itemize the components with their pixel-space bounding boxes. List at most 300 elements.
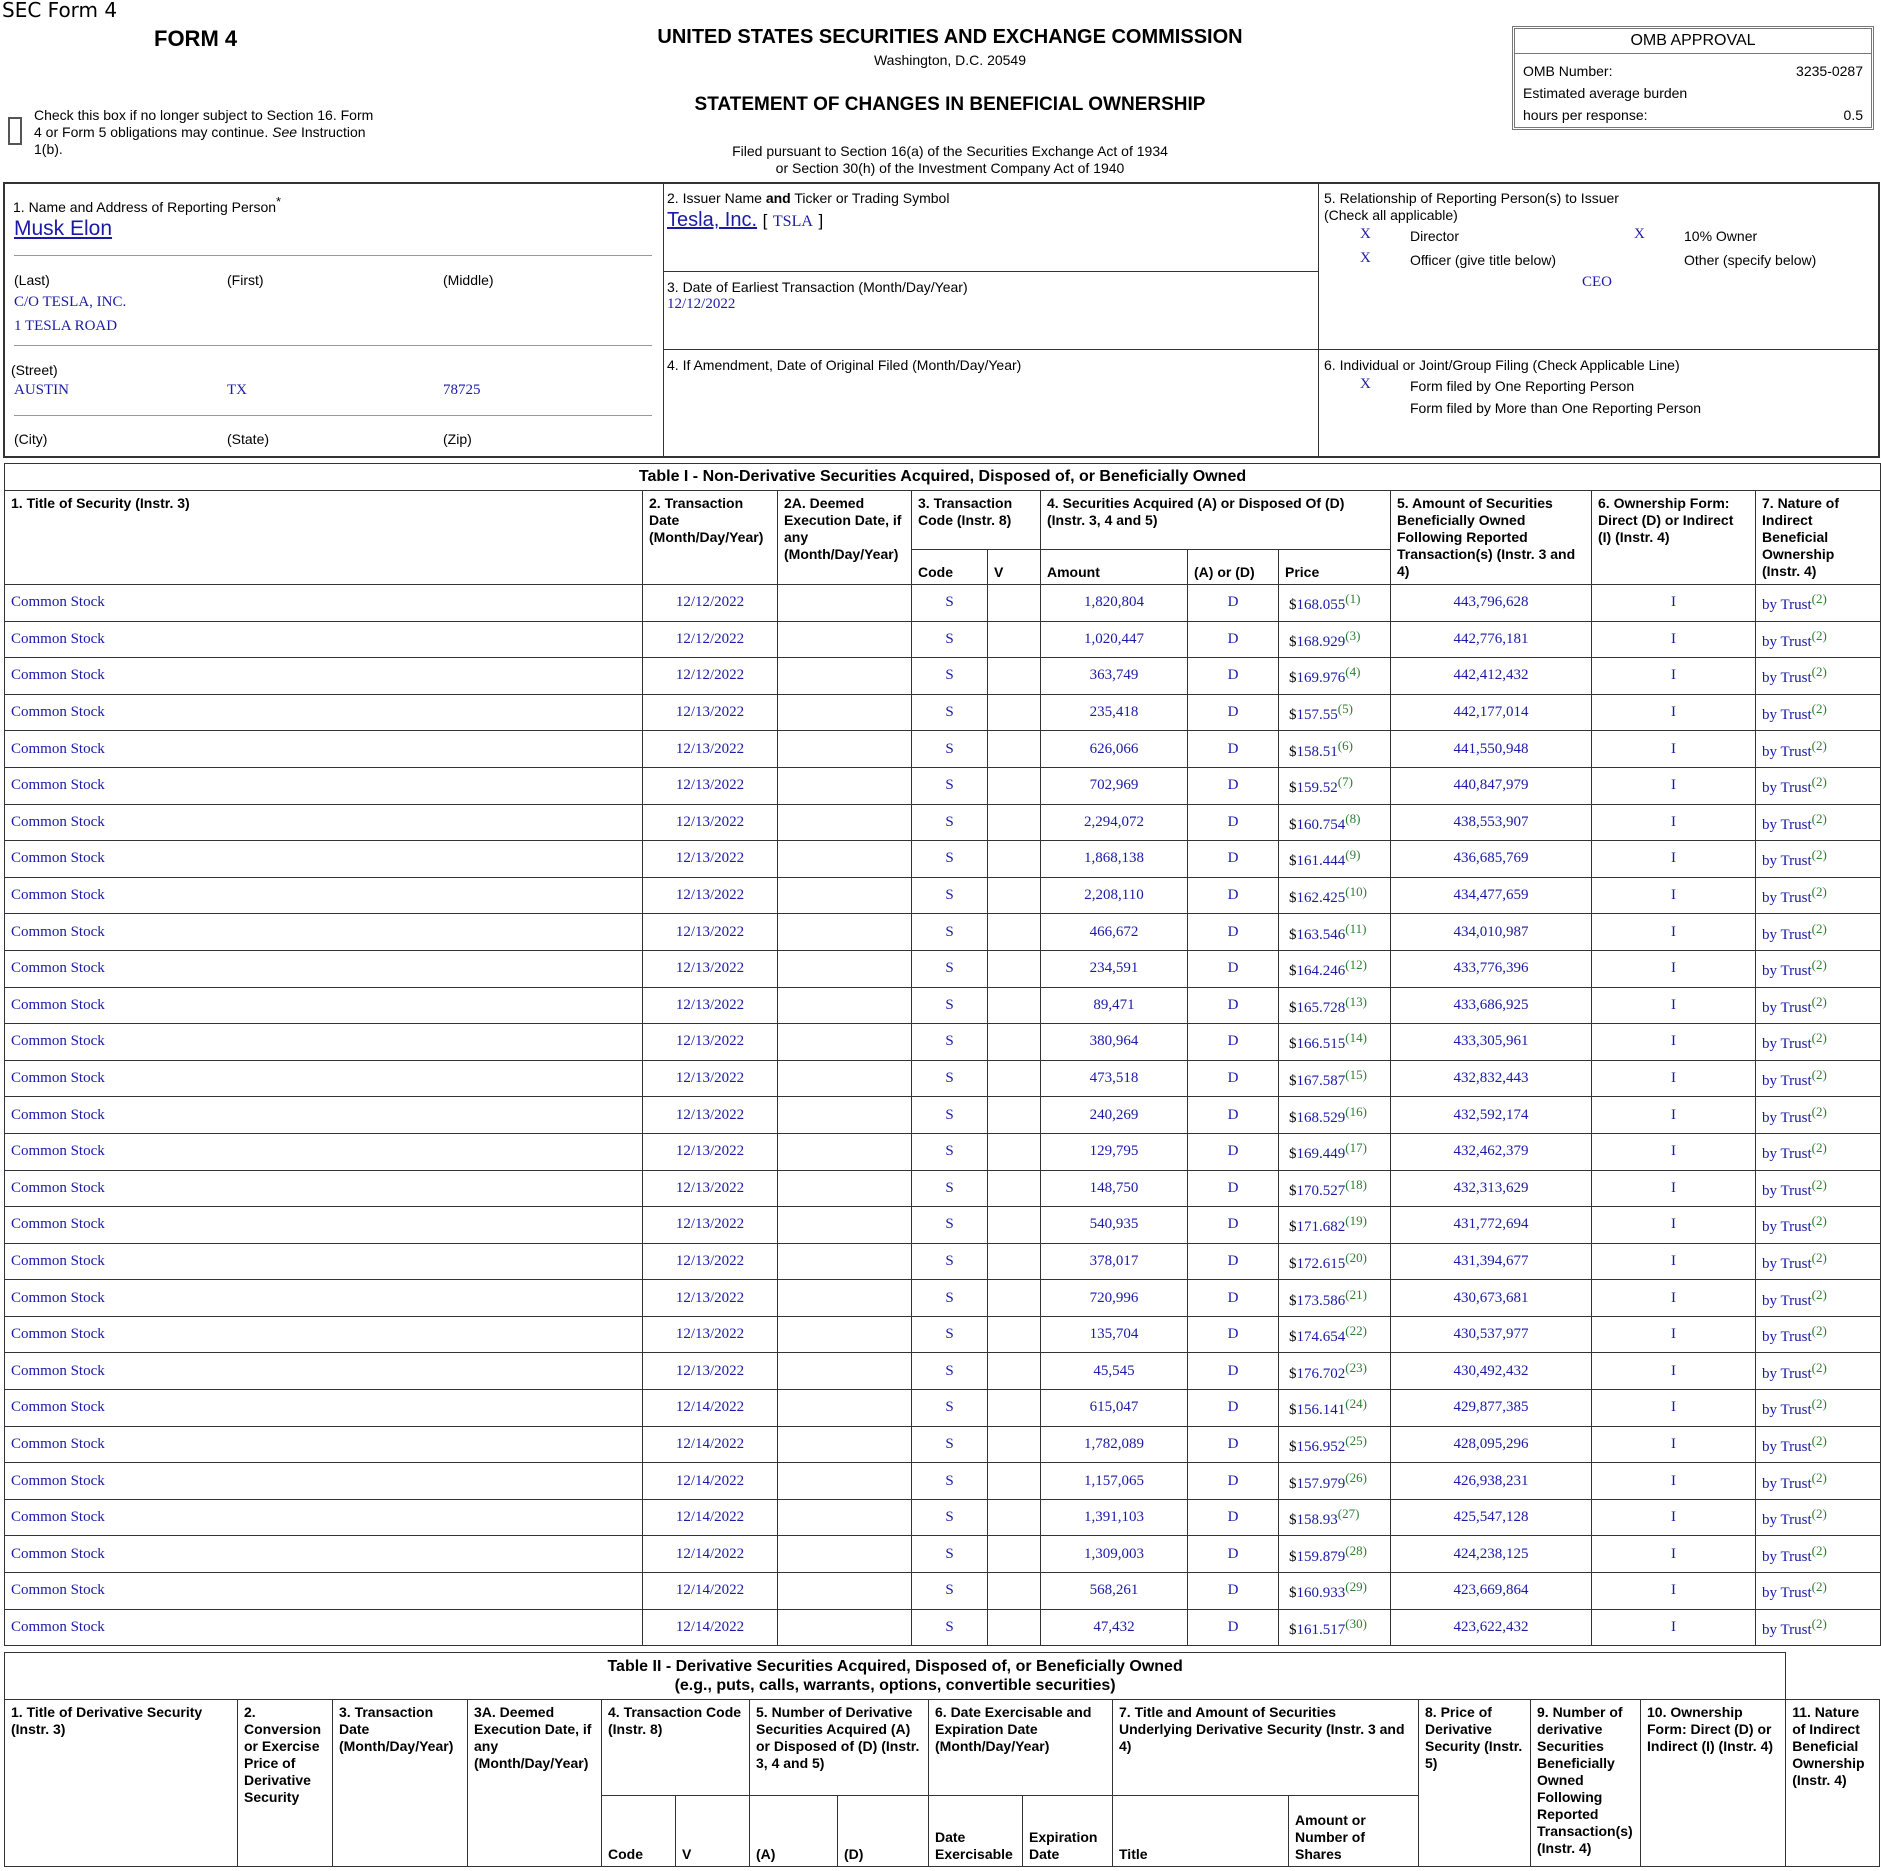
cell-deemed-date [778, 1609, 912, 1646]
nature-footnote[interactable]: (2) [1811, 1067, 1827, 1083]
first-label: (First) [227, 272, 264, 288]
cell-nature [1756, 1060, 1881, 1097]
cell-deemed-date [778, 1536, 912, 1573]
cell-transaction-date: 12/13/2022 [643, 841, 778, 878]
cell-ownership-form: I [1592, 1024, 1756, 1061]
nature-text: by Trust [1762, 670, 1812, 687]
cell-code: S [912, 1353, 988, 1390]
cell-price: $163.546(11) [1279, 914, 1391, 951]
cell-title: Common Stock [5, 1536, 643, 1573]
cell-nature [1756, 731, 1881, 768]
nature-footnote[interactable]: (2) [1811, 1249, 1827, 1265]
cell-a-or-d: D [1188, 1170, 1279, 1207]
price-value: 157.979 [1296, 1475, 1346, 1492]
nature-footnote[interactable]: (2) [1811, 1542, 1827, 1558]
cell-a-or-d: D [1188, 1060, 1279, 1097]
price-footnote[interactable]: (15) [1345, 1067, 1367, 1083]
table-row [5, 1499, 1881, 1536]
table-row [5, 1426, 1881, 1463]
cell-v [988, 914, 1041, 951]
cell-nature [1756, 1207, 1881, 1244]
nature-footnote[interactable]: (2) [1811, 627, 1827, 643]
earliest-transaction-date: 12/12/2022 [667, 296, 736, 312]
box1-reporting-person [3, 182, 664, 458]
price-footnote[interactable]: (30) [1345, 1615, 1367, 1631]
cell-a-or-d: D [1188, 1609, 1279, 1646]
cell-amount: 2,294,072 [1041, 804, 1188, 841]
cell-title: Common Stock [5, 1170, 643, 1207]
cell-amount-owned: 438,553,907 [1391, 804, 1592, 841]
nature-footnote[interactable]: (2) [1811, 810, 1827, 826]
col-nature-of-ownership: 7. Nature of Indirect Beneficial Ownership (Instr. 4) [1756, 491, 1881, 585]
cell-v [988, 658, 1041, 695]
cell-v [988, 1426, 1041, 1463]
nature-footnote[interactable]: (2) [1811, 1359, 1827, 1375]
cell-a-or-d: D [1188, 1390, 1279, 1427]
nature-text: by Trust [1762, 963, 1812, 980]
price-footnote[interactable]: (18) [1345, 1176, 1367, 1192]
cell-amount: 1,820,804 [1041, 585, 1188, 622]
cell-title: Common Stock [5, 841, 643, 878]
cell-nature [1756, 694, 1881, 731]
cell-nature [1756, 1280, 1881, 1317]
price-footnote[interactable]: (16) [1345, 1103, 1367, 1119]
cell-amount: 235,418 [1041, 694, 1188, 731]
col-title-of-security: 1. Title of Security (Instr. 3) [5, 491, 643, 585]
nature-footnote[interactable]: (2) [1811, 1432, 1827, 1448]
price-value: 172.615 [1296, 1255, 1346, 1272]
nature-text: by Trust [1762, 1255, 1812, 1272]
cell-transaction-date: 12/13/2022 [643, 1170, 778, 1207]
cell-a-or-d: D [1188, 731, 1279, 768]
price-footnote[interactable]: (10) [1345, 884, 1367, 900]
nature-footnote[interactable]: (2) [1811, 1103, 1827, 1119]
nature-footnote[interactable]: (2) [1811, 1396, 1827, 1412]
price-value: 168.529 [1296, 1109, 1346, 1126]
cell-deemed-date [778, 1097, 912, 1134]
cell-price: $168.055(1) [1279, 585, 1391, 622]
cell-amount-owned: 423,622,432 [1391, 1609, 1592, 1646]
nature-footnote[interactable]: (2) [1811, 1469, 1827, 1485]
cell-deemed-date [778, 731, 912, 768]
price-footnote[interactable]: (19) [1345, 1213, 1367, 1229]
cell-amount: 234,591 [1041, 950, 1188, 987]
cell-code: S [912, 767, 988, 804]
cell-v [988, 694, 1041, 731]
nature-text: by Trust [1762, 1585, 1812, 1602]
nature-text: by Trust [1762, 1073, 1812, 1090]
nature-footnote[interactable]: (2) [1811, 591, 1827, 607]
price-value: 160.754 [1296, 816, 1346, 833]
cell-ownership-form: I [1592, 1609, 1756, 1646]
table-row [5, 1097, 1881, 1134]
officer-title: CEO [1582, 274, 1612, 290]
cell-nature [1756, 621, 1881, 658]
cell-nature [1756, 1536, 1881, 1573]
omb-burden-label: Estimated average burden [1523, 85, 1688, 101]
price-footnote[interactable]: (27) [1337, 1506, 1360, 1522]
table-non-derivative [4, 463, 1881, 1646]
table-derivative [4, 1652, 1880, 1867]
cell-transaction-date: 12/13/2022 [643, 1243, 778, 1280]
cell-deemed-date [778, 987, 912, 1024]
price-value: 161.444 [1296, 853, 1346, 870]
cell-ownership-form: I [1592, 1207, 1756, 1244]
cell-ownership-form: I [1592, 1243, 1756, 1280]
cell-nature [1756, 841, 1881, 878]
cell-price: $160.754(8) [1279, 804, 1391, 841]
cell-deemed-date [778, 841, 912, 878]
cell-price: $157.979(26) [1279, 1463, 1391, 1500]
cell-deemed-date [778, 1499, 912, 1536]
price-value: 159.52 [1296, 780, 1338, 797]
col-nature-of-ownership: 11. Nature of Indirect Beneficial Ownership (Instr. 4) [1786, 1700, 1880, 1867]
cell-nature [1756, 914, 1881, 951]
col-expiration-date: Expiration Date [1023, 1796, 1113, 1867]
cell-amount-owned: 426,938,231 [1391, 1463, 1592, 1500]
cell-a-or-d: D [1188, 987, 1279, 1024]
cell-transaction-date: 12/13/2022 [643, 1353, 778, 1390]
nature-text: by Trust [1762, 853, 1812, 870]
cell-nature [1756, 950, 1881, 987]
cell-price: $168.529(16) [1279, 1097, 1391, 1134]
price-footnote[interactable]: (17) [1345, 1140, 1367, 1156]
nature-footnote[interactable]: (2) [1811, 884, 1827, 900]
cell-nature [1756, 1133, 1881, 1170]
cell-title: Common Stock [5, 731, 643, 768]
cell-amount: 378,017 [1041, 1243, 1188, 1280]
col-v: V [676, 1796, 750, 1867]
cell-amount-owned: 430,492,432 [1391, 1353, 1592, 1390]
cell-transaction-date: 12/12/2022 [643, 585, 778, 622]
cell-price: $171.682(19) [1279, 1207, 1391, 1244]
price-value: 174.654 [1296, 1329, 1346, 1346]
box2-label-b: Ticker or Trading Symbol [794, 190, 950, 206]
nature-text: by Trust [1762, 1146, 1812, 1163]
price-footnote[interactable]: (13) [1345, 993, 1367, 1009]
price-footnote[interactable]: (4) [1345, 664, 1361, 680]
cell-amount-owned: 436,685,769 [1391, 841, 1592, 878]
nature-footnote[interactable]: (2) [1811, 1286, 1827, 1302]
cell-amount-owned: 434,010,987 [1391, 914, 1592, 951]
price-footnote[interactable]: (5) [1337, 701, 1353, 717]
cell-amount-owned: 432,592,174 [1391, 1097, 1592, 1134]
cell-transaction-date: 12/14/2022 [643, 1426, 778, 1463]
col-transaction-date: 2. Transaction Date (Month/Day/Year) [643, 491, 778, 585]
cell-title: Common Stock [5, 987, 643, 1024]
cell-a-or-d: D [1188, 621, 1279, 658]
cell-code: S [912, 1133, 988, 1170]
cell-amount-owned: 433,686,925 [1391, 987, 1592, 1024]
cell-code: S [912, 1243, 988, 1280]
cell-v [988, 1463, 1041, 1500]
omb-hours-label: hours per response: [1523, 107, 1648, 123]
omb-hours-value: 0.5 [1843, 107, 1863, 123]
col-derivatives-owned: 9. Number of derivative Securities Beneficially Owned Following Reported Transaction(s) (Instr. 4) [1531, 1700, 1641, 1867]
cell-a-or-d: D [1188, 1463, 1279, 1500]
cell-deemed-date [778, 1573, 912, 1610]
box1-label-text: 1. Name and Address of Reporting Person [13, 199, 277, 215]
cell-amount: 568,261 [1041, 1573, 1188, 1610]
cell-ownership-form: I [1592, 914, 1756, 951]
nature-text: by Trust [1762, 743, 1812, 760]
table-row [5, 1133, 1881, 1170]
cell-amount: 45,545 [1041, 1353, 1188, 1390]
cell-deemed-date [778, 1207, 912, 1244]
price-footnote[interactable]: (1) [1345, 591, 1361, 607]
cell-ownership-form: I [1592, 1499, 1756, 1536]
nature-footnote[interactable]: (2) [1811, 1323, 1827, 1339]
omb-number-row [1523, 63, 1863, 79]
cell-deemed-date [778, 585, 912, 622]
cell-deemed-date [778, 1024, 912, 1061]
price-footnote[interactable]: (3) [1345, 627, 1361, 643]
cell-ownership-form: I [1592, 841, 1756, 878]
cell-v [988, 1024, 1041, 1061]
box2-label [667, 190, 949, 206]
cell-v [988, 1316, 1041, 1353]
cell-transaction-date: 12/14/2022 [643, 1609, 778, 1646]
nature-footnote[interactable]: (2) [1811, 1579, 1827, 1595]
price-value: 162.425 [1296, 890, 1346, 907]
price-value: 166.515 [1296, 1036, 1346, 1053]
table-row [5, 1243, 1881, 1280]
cell-code: S [912, 1060, 988, 1097]
cell-ownership-form: I [1592, 1316, 1756, 1353]
cell-v [988, 877, 1041, 914]
cell-v [988, 585, 1041, 622]
checkbox-instruction: Instruction 1(b). [34, 124, 366, 157]
cell-nature [1756, 767, 1881, 804]
nature-footnote[interactable]: (2) [1811, 1030, 1827, 1046]
cell-nature [1756, 1390, 1881, 1427]
nature-footnote[interactable]: (2) [1811, 737, 1827, 753]
cell-amount-owned: 432,313,629 [1391, 1170, 1592, 1207]
nature-footnote[interactable]: (2) [1811, 1213, 1827, 1229]
nature-text: by Trust [1762, 1512, 1812, 1529]
issuer-name-link[interactable]: Tesla, Inc. [667, 209, 758, 231]
nature-footnote[interactable]: (2) [1811, 1176, 1827, 1192]
price-footnote[interactable]: (24) [1345, 1396, 1367, 1412]
cell-deemed-date [778, 950, 912, 987]
cell-code: S [912, 1207, 988, 1244]
cell-code: S [912, 1609, 988, 1646]
cell-title: Common Stock [5, 914, 643, 951]
cell-transaction-date: 12/14/2022 [643, 1573, 778, 1610]
cell-nature [1756, 1353, 1881, 1390]
price-footnote[interactable]: (9) [1345, 847, 1361, 863]
cell-ownership-form: I [1592, 694, 1756, 731]
cell-a-or-d: D [1188, 1243, 1279, 1280]
cell-transaction-date: 12/14/2022 [643, 1390, 778, 1427]
col-title: Title [1113, 1796, 1289, 1867]
cell-price: $176.702(23) [1279, 1353, 1391, 1390]
issuer-row [667, 209, 823, 232]
section16-checkbox[interactable] [8, 117, 22, 145]
price-footnote[interactable]: (26) [1345, 1469, 1367, 1485]
nature-text: by Trust [1762, 1438, 1812, 1455]
table1-caption: Table I - Non-Derivative Securities Acquired, Disposed of, or Beneficially Owned [5, 464, 1881, 491]
cell-a-or-d: D [1188, 694, 1279, 731]
table-row [5, 1536, 1881, 1573]
cell-ownership-form: I [1592, 1463, 1756, 1500]
cell-amount: 1,782,089 [1041, 1426, 1188, 1463]
price-footnote[interactable]: (23) [1345, 1359, 1367, 1375]
cell-code: S [912, 841, 988, 878]
nature-text: by Trust [1762, 597, 1812, 614]
price-footnote[interactable]: (11) [1345, 920, 1367, 936]
cell-v [988, 987, 1041, 1024]
box3-earliest-transaction [663, 271, 1319, 350]
bracket-open: [ [762, 211, 768, 230]
price-footnote[interactable]: (28) [1345, 1542, 1367, 1558]
price-value: 156.141 [1296, 1402, 1346, 1419]
table2-caption-line-1: Table II - Derivative Securities Acquired, Disposed of, or Beneficially Owned [607, 1658, 1183, 1675]
cell-amount-owned: 432,462,379 [1391, 1133, 1592, 1170]
table-row [5, 950, 1881, 987]
cell-amount-owned: 442,412,432 [1391, 658, 1592, 695]
cell-ownership-form: I [1592, 1133, 1756, 1170]
box1-label [13, 194, 281, 215]
officer-label: Officer (give title below) [1410, 252, 1557, 268]
cell-v [988, 1207, 1041, 1244]
cell-nature [1756, 585, 1881, 622]
cell-code: S [912, 914, 988, 951]
nature-footnote[interactable]: (2) [1811, 1615, 1827, 1631]
nature-text: by Trust [1762, 1292, 1812, 1309]
cell-v [988, 804, 1041, 841]
middle-label: (Middle) [443, 272, 494, 288]
price-footnote[interactable]: (8) [1345, 810, 1361, 826]
cell-price: $161.444(9) [1279, 841, 1391, 878]
price-footnote[interactable]: (20) [1345, 1249, 1367, 1265]
cell-amount-owned: 430,673,681 [1391, 1280, 1592, 1317]
table-row [5, 1353, 1881, 1390]
address-line-2: 1 TESLA ROAD [14, 318, 118, 334]
cell-amount-owned: 440,847,979 [1391, 767, 1592, 804]
cell-amount-owned: 433,305,961 [1391, 1024, 1592, 1061]
cell-a-or-d: D [1188, 1133, 1279, 1170]
cell-v [988, 1280, 1041, 1317]
nature-footnote[interactable]: (2) [1811, 774, 1827, 790]
divider [14, 345, 652, 346]
table-row [5, 841, 1881, 878]
box2-label-a: 2. Issuer Name [667, 190, 762, 206]
cell-amount: 1,157,065 [1041, 1463, 1188, 1500]
nature-footnote[interactable]: (2) [1811, 701, 1827, 717]
cell-deemed-date [778, 1133, 912, 1170]
omb-approval-box [1512, 26, 1874, 130]
cell-v [988, 1170, 1041, 1207]
cell-deemed-date [778, 694, 912, 731]
cell-amount: 720,996 [1041, 1280, 1188, 1317]
price-footnote[interactable]: (7) [1337, 774, 1353, 790]
nature-text: by Trust [1762, 1109, 1812, 1126]
cell-a-or-d: D [1188, 767, 1279, 804]
nature-text: by Trust [1762, 1182, 1812, 1199]
nature-footnote[interactable]: (2) [1811, 920, 1827, 936]
nature-text: by Trust [1762, 707, 1812, 724]
cell-a-or-d: D [1188, 1536, 1279, 1573]
cell-amount-owned: 432,832,443 [1391, 1060, 1592, 1097]
reporting-person-name-link[interactable]: Musk Elon [14, 217, 113, 240]
price-footnote[interactable]: (22) [1345, 1323, 1367, 1339]
asterisk: * [276, 194, 282, 209]
price-footnote[interactable]: (29) [1345, 1579, 1367, 1595]
nature-text: by Trust [1762, 633, 1812, 650]
cell-transaction-date: 12/13/2022 [643, 1097, 778, 1134]
price-value: 171.682 [1296, 1219, 1346, 1236]
cell-nature [1756, 987, 1881, 1024]
nature-footnote[interactable]: (2) [1811, 847, 1827, 863]
cell-code: S [912, 1499, 988, 1536]
price-value: 158.93 [1296, 1512, 1338, 1529]
price-value: 168.929 [1296, 633, 1346, 650]
price-footnote[interactable]: (12) [1345, 957, 1367, 973]
cell-ownership-form: I [1592, 1426, 1756, 1463]
cell-nature [1756, 1426, 1881, 1463]
table-row [5, 1280, 1881, 1317]
cell-transaction-date: 12/14/2022 [643, 1499, 778, 1536]
cell-a-or-d: D [1188, 950, 1279, 987]
col-title-of-derivative: 1. Title of Derivative Security (Instr. 3) [5, 1700, 238, 1867]
director-check: X [1360, 226, 1371, 242]
state-label: (State) [227, 431, 270, 447]
nature-footnote[interactable]: (2) [1811, 664, 1827, 680]
cell-title: Common Stock [5, 585, 643, 622]
nature-footnote[interactable]: (2) [1811, 993, 1827, 1009]
cell-transaction-date: 12/13/2022 [643, 950, 778, 987]
nature-footnote[interactable]: (2) [1811, 1140, 1827, 1156]
nature-footnote[interactable]: (2) [1811, 957, 1827, 973]
cell-deemed-date [778, 1316, 912, 1353]
price-footnote[interactable]: (21) [1345, 1286, 1367, 1302]
price-footnote[interactable]: (6) [1337, 737, 1353, 753]
price-value: 157.55 [1296, 707, 1338, 724]
col-underlying-securities: 7. Title and Amount of Securities Underlying Derivative Security (Instr. 3 and 4) [1113, 1700, 1419, 1796]
col-deemed-execution-date: 2A. Deemed Execution Date, if any (Month/Day/Year) [778, 491, 912, 585]
cell-nature [1756, 877, 1881, 914]
cell-ownership-form: I [1592, 987, 1756, 1024]
cell-amount-owned: 431,394,677 [1391, 1243, 1592, 1280]
cell-ownership-form: I [1592, 731, 1756, 768]
price-footnote[interactable]: (25) [1345, 1432, 1367, 1448]
section16-checkbox-label [34, 107, 374, 158]
cell-deemed-date [778, 1243, 912, 1280]
cell-code: S [912, 1316, 988, 1353]
nature-text: by Trust [1762, 816, 1812, 833]
price-footnote[interactable]: (14) [1345, 1030, 1367, 1046]
nature-footnote[interactable]: (2) [1811, 1506, 1827, 1522]
box2-label-and: and [765, 190, 791, 206]
city-value: AUSTIN [14, 382, 69, 398]
cell-v [988, 841, 1041, 878]
price-value: 158.51 [1296, 743, 1338, 760]
table2-caption [5, 1653, 1786, 1700]
cell-a-or-d: D [1188, 914, 1279, 951]
address-line-1: C/O TESLA, INC. [14, 294, 127, 310]
cell-amount-owned: 434,477,659 [1391, 877, 1592, 914]
cell-price: $160.933(29) [1279, 1573, 1391, 1610]
price-value: 161.517 [1296, 1621, 1346, 1638]
cell-title: Common Stock [5, 694, 643, 731]
cell-amount-owned: 423,669,864 [1391, 1573, 1592, 1610]
cell-transaction-date: 12/13/2022 [643, 1316, 778, 1353]
cell-a-or-d: D [1188, 1573, 1279, 1610]
cell-title: Common Stock [5, 1207, 643, 1244]
cell-ownership-form: I [1592, 621, 1756, 658]
table-row [5, 621, 1881, 658]
